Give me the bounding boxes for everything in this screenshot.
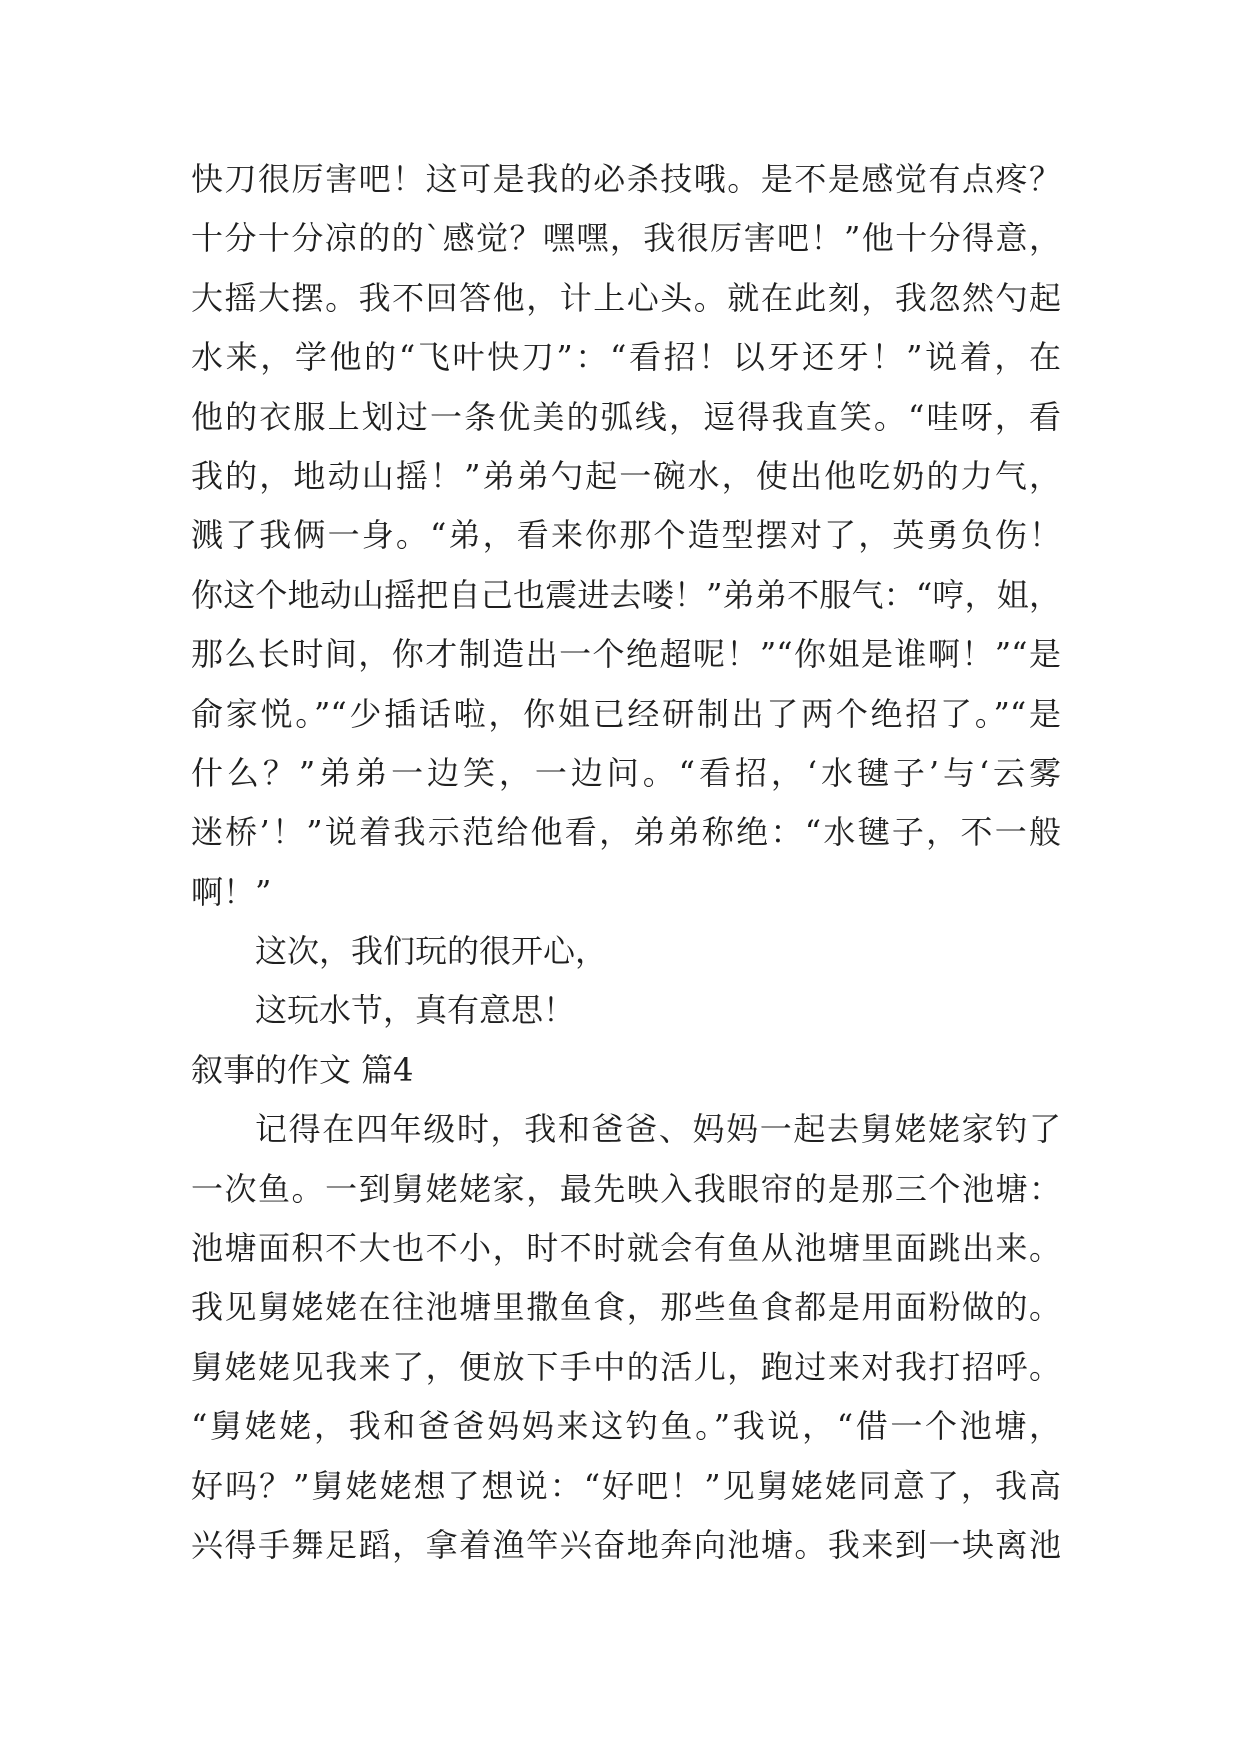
section-heading: 叙事的作文 篇4 [191, 1050, 414, 1089]
text-line: 那么长时间，你才制造出一个绝超呢！”“你姐是谁啊！”“是 [191, 635, 1061, 674]
text-line: 记得在四年级时，我和爸爸、妈妈一起去舅姥姥家钓了 [255, 1110, 1061, 1149]
text-line: 我见舅姥姥在往池塘里撒鱼食，那些鱼食都是用面粉做的。 [191, 1288, 1061, 1327]
text-line: 舅姥姥见我来了，便放下手中的活儿，跑过来对我打招呼。 [191, 1347, 1061, 1386]
text-line: 十分十分凉的的`感觉？嘿嘿，我很厉害吧！”他十分得意， [191, 219, 1061, 258]
text-line: 水来，学他的“飞叶快刀”：“看招！以牙还牙！”说着，在 [191, 338, 1061, 377]
text-line: 我的，地动山摇！”弟弟勺起一碗水，使出他吃奶的力气， [191, 456, 1061, 495]
text-line: 大摇大摆。我不回答他，计上心头。就在此刻，我忽然勺起 [191, 278, 1061, 317]
text-line: 啊！” [191, 872, 272, 911]
closing-line: 这次，我们玩的很开心， [255, 932, 608, 971]
text-line: 快刀很厉害吧！这可是我的必杀技哦。是不是感觉有点疼？ [191, 160, 1061, 198]
text-line: 溅了我俩一身。“弟，看来你那个造型摆对了，英勇负伤！ [191, 516, 1061, 555]
text-line: 他的衣服上划过一条优美的弧线，逗得我直笑。“哇呀，看 [191, 397, 1061, 436]
text-line: 俞家悦。”“少插话啦，你姐已经研制出了两个绝招了。”“是 [191, 694, 1061, 733]
text-line: “舅姥姥，我和爸爸妈妈来这钓鱼。”我说，“借一个池塘， [191, 1407, 1061, 1446]
text-line: 好吗？”舅姥姥想了想说：“好吧！”见舅姥姥同意了，我高 [191, 1466, 1061, 1505]
text-line: 池塘面积不大也不小，时不时就会有鱼从池塘里面跳出来。 [191, 1229, 1061, 1268]
document-page-body [191, 150, 1061, 1575]
closing-line: 这玩水节，真有意思！ [255, 991, 576, 1030]
text-line: 迷桥’！”说着我示范给他看，弟弟称绝：“水毽子，不一般 [191, 813, 1061, 852]
text-line: 兴得手舞足蹈，拿着渔竿兴奋地奔向池塘。我来到一块离池 [191, 1525, 1061, 1564]
text-line: 你这个地动山摇把自己也震进去喽！”弟弟不服气：“哼，姐， [191, 575, 1061, 614]
text-line: 一次鱼。一到舅姥姥家，最先映入我眼帘的是那三个池塘： [191, 1169, 1061, 1208]
text-line: 什么？”弟弟一边笑，一边问。“看招，‘水毽子’与‘云雾 [191, 753, 1061, 792]
